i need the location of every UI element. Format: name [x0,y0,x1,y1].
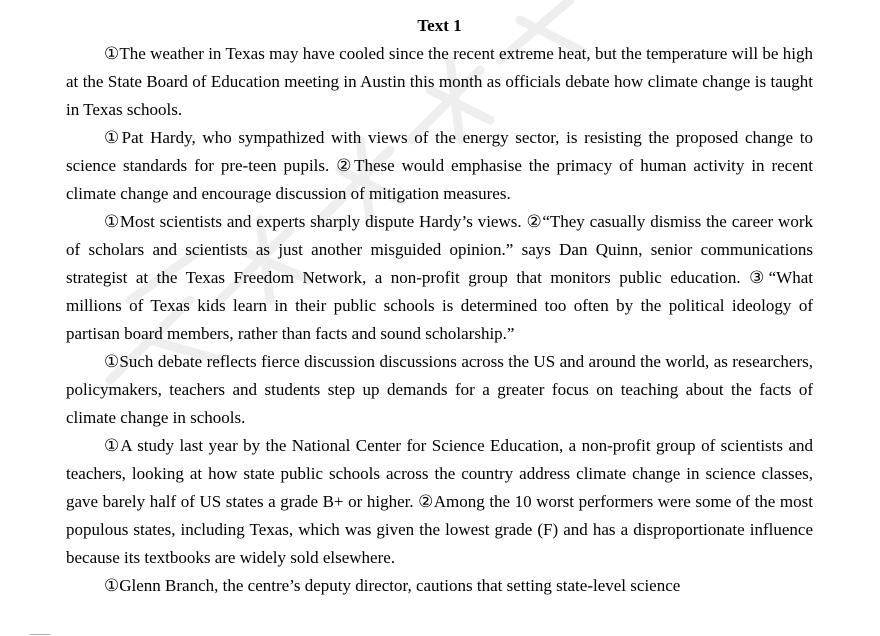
document-title: Text 1 [417,16,462,35]
paragraph-4: ①Such debate reflects fierce discussion discussions across the US and around the world, as researchers, policymakers, teachers and students step up demands for a greater focus on teaching about the facts of climate change in schools. [66,352,813,427]
paragraph-6: ①Glenn Branch, the centre’s deputy director, cautions that setting state-level science [104,576,681,595]
document-page [66,12,813,600]
paragraph-2: ①Pat Hardy, who sympathized with views of the energy sector, is resisting the proposed change to science standards for pre-teen pupils. ②These would emphasise the primacy of human activity in recent climate change and encourage discussion of mitigation measures. [66,128,813,203]
page-edge-rule [30,634,50,635]
paragraph-1: ①The weather in Texas may have cooled since the recent extreme heat, but the temperature will be high at the State Board of Education meeting in Austin this month as officials debate how climate change is taught in Texas schools. [66,44,813,119]
paragraph-5: ①A study last year by the National Center for Science Education, a non-profit group of scientists and teachers, looking at how state public schools across the country address climate change in science classes, gave barely half of US states a grade B+ or higher. ②Among the 10 worst performers were some of the most populous states, including Texas, which was given the lowest grade (F) and has a disproportionate influence because its textbooks are widely sold elsewhere. [66,436,813,567]
paragraph-3: ①Most scientists and experts sharply dispute Hardy’s views. ②“They casually dismiss the career work of scholars and scientists as just another misguided opinion.” says Dan Quinn, senior communications strategist at the Texas Freedom Network, a non-profit group that monitors public education. ③“What millions of Texas kids learn in their public schools is determined too often by the political ideology of partisan board members, rather than facts and sound scholarship.” [66,212,813,343]
